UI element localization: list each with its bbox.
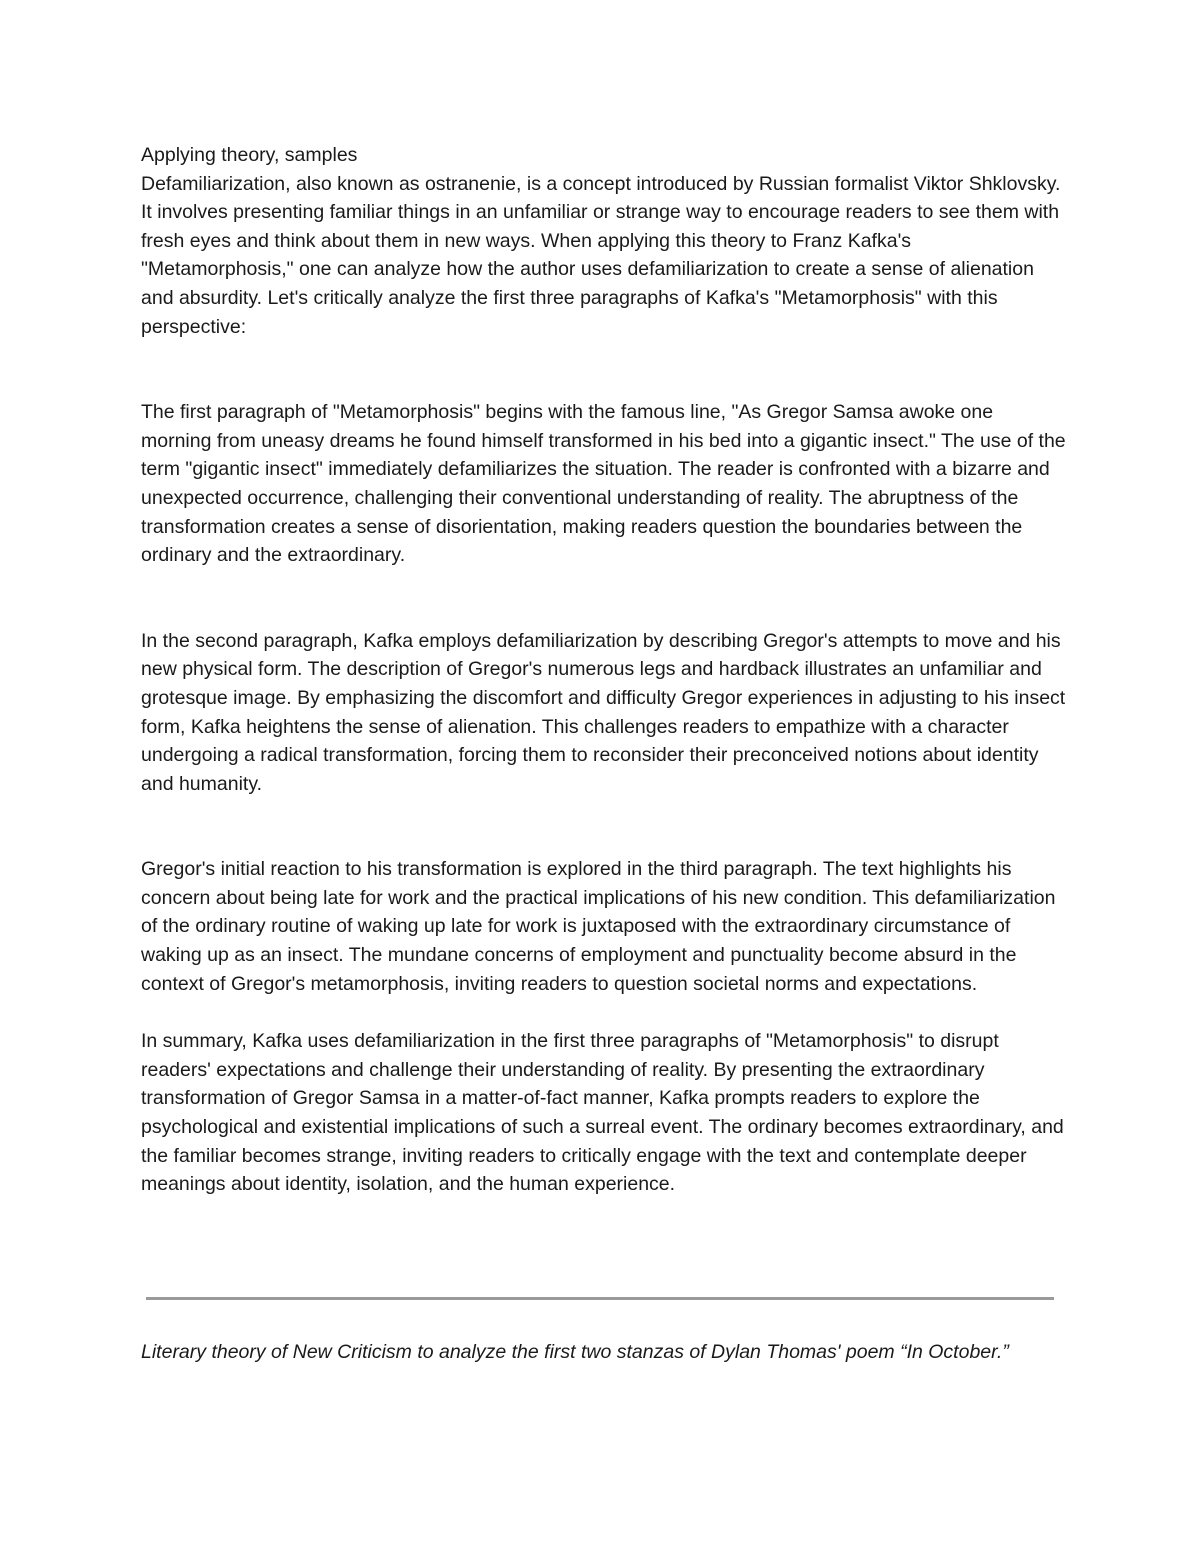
horizontal-divider: [146, 1297, 1054, 1300]
paragraph-third: Gregor's initial reaction to his transformation is explored in the third paragraph. The text highlights his concern about being late for work and the practical implications of his new condition. This defamiliarization of the ordinary routine of waking up late for work is juxtaposed with the extraordinary circumstance of waking up as an insect. The mundane concerns of employment and punctuality become absurd in the context of Gregor's metamorphosis, inviting readers to question societal norms and expectations.: [141, 858, 1056, 995]
paragraph-summary: In summary, Kafka uses defamiliarization in the first three paragraphs of "Metamorphosis" to disrupt readers' expectations and challenge their understanding of reality. By presenting the extraordinary transformation of Gregor Samsa in a matter-of-fact manner, Kafka prompts readers to explore the psychological and existential implications of such a surreal event. The ordinary becomes extraordinary, and the familiar becomes strange, inviting readers to critically engage with the text and contemplate deeper meanings about identity, isolation, and the human experience.: [141, 1030, 1064, 1196]
paragraph-second: In the second paragraph, Kafka employs defamiliarization by describing Gregor's attempts to move and his new physical form. The description of Gregor's numerous legs and hardback illustrates an unfamiliar and grotesque image. By emphasizing the discomfort and difficulty Gregor experiences in adjusting to his insect form, Kafka heightens the sense of alienation. This challenges readers to empathize with a character undergoing a radical transformation, forcing them to reconsider their preconceived notions about identity and humanity.: [141, 629, 1066, 795]
paragraph-first: The first paragraph of "Metamorphosis" begins with the famous line, "As Gregor Samsa awoke one morning from uneasy dreams he found himself transformed in his bed into a gigantic insect." The use of the term "gigantic insect" immediately defamiliarizes the situation. The reader is confronted with a bizarre and unexpected occurrence, challenging their conventional understanding of reality. The abruptness of the transformation creates a sense of disorientation, making readers question the boundaries between the ordinary and the extraordinary.: [141, 401, 1066, 567]
paragraph-spacer: [141, 798, 1066, 855]
intro-paragraph: Defamiliarization, also known as ostranenie, is a concept introduced by Russian formalist Viktor Shklovsky. It involves presenting familiar things in an unfamiliar or strange way to encourage readers to see them with fresh eyes and think about them in new ways. When applying this theory to Franz Kafka's "Metamorphosis," one can analyze how the author uses defamiliarization to create a sense of alienation and absurdity. Let's critically analyze the first three paragraphs of Kafka's "Metamorphosis" with this perspective:: [141, 172, 1061, 338]
paragraph-spacer: [141, 570, 1066, 627]
document-heading: [141, 141, 1066, 341]
next-section-title: Literary theory of New Criticism to analyze the first two stanzas of Dylan Thomas' poem “In October.”: [141, 1341, 1009, 1363]
heading-text: Applying theory, samples: [141, 144, 358, 166]
document-body: [141, 141, 1066, 1199]
paragraph-spacer: [141, 998, 1066, 1027]
paragraph-spacer: [141, 341, 1066, 398]
